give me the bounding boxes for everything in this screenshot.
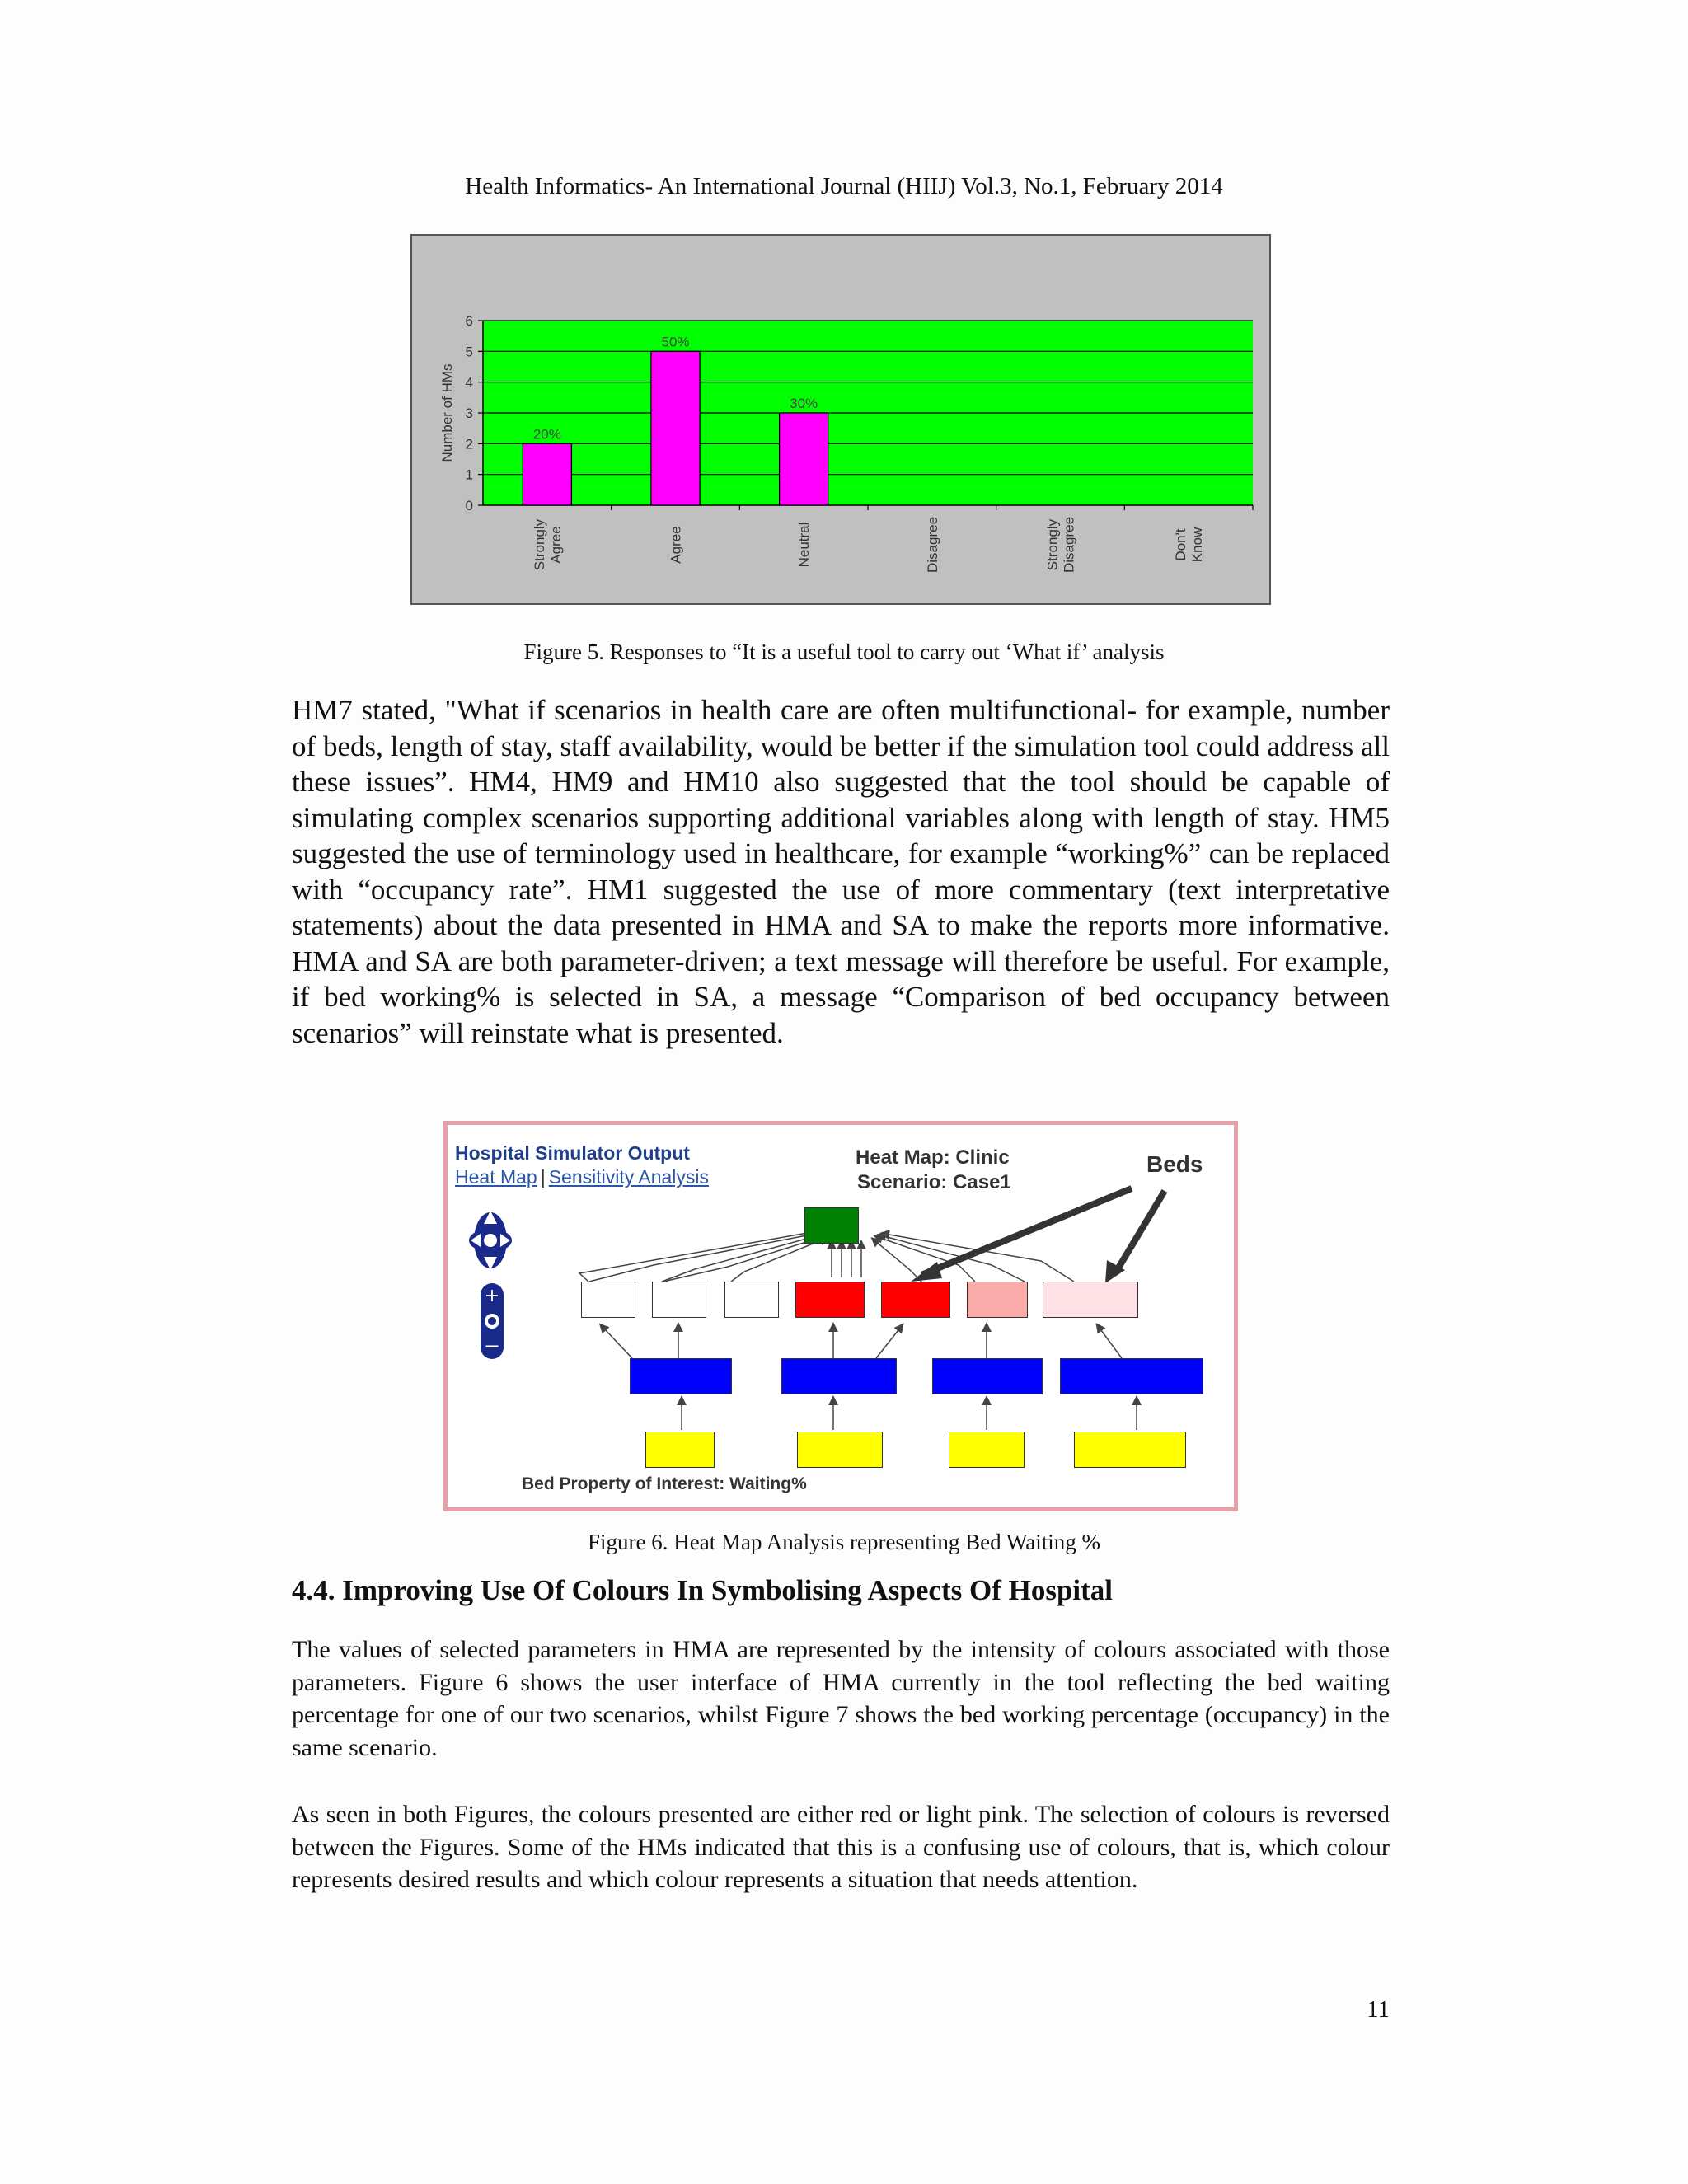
y-tick-label: 5 bbox=[465, 344, 473, 360]
bed-node-5[interactable] bbox=[881, 1282, 950, 1318]
sensitivity-analysis-link[interactable]: Sensitivity Analysis bbox=[548, 1166, 710, 1188]
bed-property-label: Bed Property of Interest: Waiting% bbox=[522, 1474, 807, 1493]
nav-separator: | bbox=[540, 1166, 546, 1188]
scenario-label: Scenario: Case1 bbox=[857, 1171, 1011, 1193]
heat-map-clinic-label: Heat Map: Clinic bbox=[856, 1146, 1010, 1169]
paragraph-1: HM7 stated, "What if scenarios in health care are often multifunctional- for example, number of beds, length of stay, staff availability, would be better if the simulation tool could address all these issues”. HM4, HM9 and HM10 also suggested that the tool should be capable of simulating complex scenarios supporting additional variables along with length of stay. HM5 suggested the use of terminology used in healthcare, for example “working%” can be replaced with “occupancy rate”. HM1 suggested the use of more commentary (text interpretative statements) about the data presented in HMA and SA to make the reports more informative. HMA and SA are both parameter-driven; a text message will therefore be useful. For example, if bed working% is selected in SA, a message “Comparison of bed occupancy between scenarios” will reinstate what is presented. bbox=[292, 694, 1390, 1049]
x-tick-label: Know bbox=[1189, 527, 1206, 563]
y-tick-label: 6 bbox=[465, 313, 473, 329]
y-tick-label: 4 bbox=[465, 374, 473, 391]
running-header: Health Informatics- An International Journal (HIIJ) Vol.3, No.1, February 2014 bbox=[465, 173, 1223, 199]
figure-6-caption: Figure 6. Heat Map Analysis representing Bed Waiting % bbox=[588, 1530, 1100, 1554]
x-tick-label: Strongly bbox=[531, 518, 547, 571]
beds-annotation-label: Beds bbox=[1146, 1151, 1203, 1177]
y-tick-label: 0 bbox=[465, 498, 473, 513]
bar bbox=[780, 413, 828, 505]
bed-node-7[interactable] bbox=[1043, 1282, 1138, 1318]
y-axis-label: Number of HMs bbox=[439, 363, 455, 462]
data-label: 30% bbox=[790, 396, 818, 411]
paragraph-2: The values of selected parameters in HMA are represented by the intensity of colours associated with those parameters. Figure 6 shows the user interface of HMA currently in the tool reflecting the bed waiting percentage for one of our two scenarios, whilst Figure 7 shows the bed working percentage (occupancy) in the same scenario. bbox=[292, 1636, 1390, 1761]
y-tick-label: 1 bbox=[465, 466, 473, 483]
x-tick-label: Agree bbox=[547, 526, 564, 564]
bed-node-3[interactable] bbox=[724, 1282, 779, 1318]
ward-node-3[interactable] bbox=[932, 1358, 1043, 1394]
bar bbox=[651, 351, 700, 505]
leaf-node-1[interactable] bbox=[645, 1432, 715, 1468]
bed-node-2[interactable] bbox=[652, 1282, 706, 1318]
bed-node-1[interactable] bbox=[581, 1282, 635, 1318]
figure-6-heat-map bbox=[443, 1121, 1238, 1511]
ward-node-1[interactable] bbox=[630, 1358, 732, 1394]
leaf-node-4[interactable] bbox=[1074, 1432, 1186, 1468]
x-tick-label: Strongly bbox=[1044, 518, 1061, 571]
paragraph-3: As seen in both Figures, the colours presented are either red or light pink. The selection of colours is reversed between the Figures. Some of the HMs indicated that this is a confusing use of colours, that is, which colour represents desired results and which colour represents a situation that needs attention. bbox=[292, 1801, 1390, 1893]
x-tick-label: Disagree bbox=[924, 516, 940, 574]
bar bbox=[523, 443, 571, 505]
ward-node-2[interactable] bbox=[781, 1358, 897, 1394]
heat-map-link[interactable]: Heat Map bbox=[455, 1166, 537, 1188]
simulator-output-title: Hospital Simulator Output bbox=[455, 1142, 690, 1164]
leaf-node-3[interactable] bbox=[949, 1432, 1025, 1468]
x-tick-label: Don't bbox=[1173, 528, 1189, 561]
page-number: 11 bbox=[1367, 1996, 1390, 2022]
svg-text:−: − bbox=[483, 1334, 501, 1357]
data-label: 50% bbox=[661, 334, 690, 350]
x-tick-label: Neutral bbox=[796, 522, 813, 568]
ward-node-4[interactable] bbox=[1060, 1358, 1203, 1394]
bed-node-6[interactable] bbox=[967, 1282, 1028, 1318]
data-label: 20% bbox=[532, 426, 561, 443]
root-node-box[interactable] bbox=[804, 1207, 859, 1244]
x-tick-label: Agree bbox=[668, 526, 684, 564]
x-tick-label: Disagree bbox=[1061, 516, 1077, 574]
leaf-node-2[interactable] bbox=[797, 1432, 883, 1468]
y-tick-label: 3 bbox=[465, 405, 473, 421]
bar-chart-svg bbox=[412, 236, 1269, 603]
y-tick-label: 2 bbox=[465, 436, 473, 452]
bed-node-4[interactable] bbox=[795, 1282, 865, 1318]
figure-5-caption: Figure 5. Responses to “It is a useful tool to carry out ‘What if’ analysis bbox=[523, 640, 1165, 664]
figure-5-chart bbox=[410, 234, 1271, 605]
section-heading: 4.4. Improving Use Of Colours In Symbolising Aspects Of Hospital bbox=[292, 1574, 1114, 1606]
svg-text:+: + bbox=[484, 1286, 500, 1306]
